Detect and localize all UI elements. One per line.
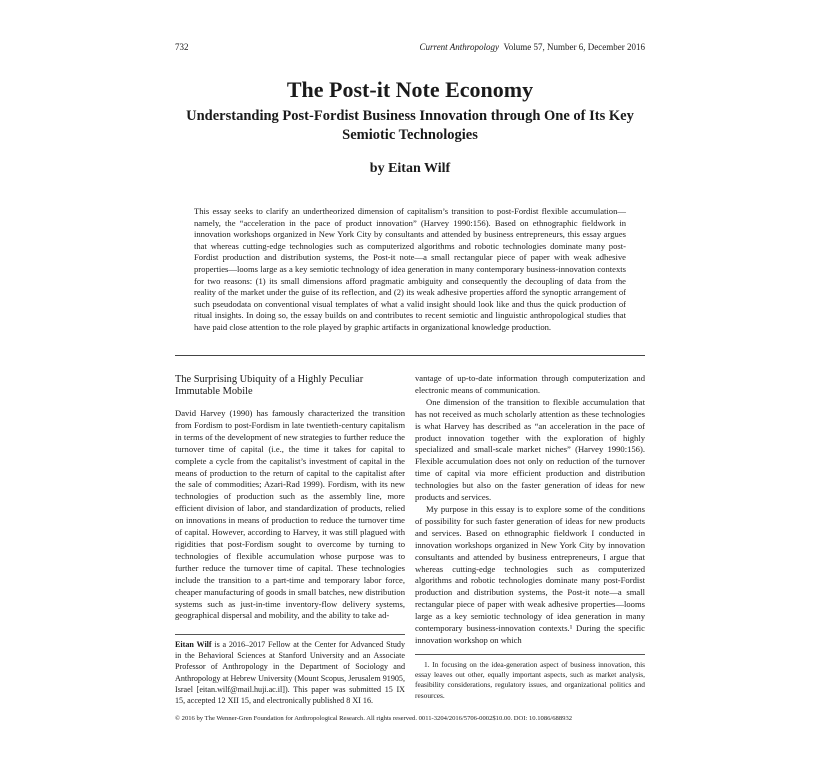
article-subtitle: Understanding Post-Fordist Business Innovation through One of Its Key Semiotic Technologies [186, 108, 634, 143]
abstract: This essay seeks to clarify an undertheorized dimension of capitalism’s transition to post-Fordist flexible accumulation—namely, the “acceleration in the pace of product innovation” (Harvey 1990:156). Based on ethnographic fieldwork in innovation workshops organized in New York City by consultants and attended by business entrepreneurs, this essay argues that whereas cutting-edge technologies such as computerized algorithms and robotic technologies dominate many post-Fordist production and distribution systems, the Post-it note—a small rectangular piece of paper with weak adhesive properties—looms large as a key semiotic technology of idea generation in many contemporary business-innovation contexts for two reasons: (1) its small dimensions afford pragmatic ambiguity and consequently the decoupling of data from the reality of the market under the guise of its reflection, and (2) its weak adhesive properties afford the synoptic arrangement of such pseudodata on conventional visual templates of what a valid insight should look like and thus the quick production of ritual insights. In doing so, the essay builds on and contributes to recent semiotic and linguistic anthropological studies that have paid close attention to the role played by graphic artifacts in organizational knowledge production. [194, 206, 626, 332]
body-paragraph: My purpose in this essay is to explore some of the conditions of possibility for such faster generation of ideas for new products and services. Based on ethnographic fieldwork I conducted in innovation workshops organized in New York City by innovation consultants and attended by business entrepreneurs, I argue that whereas cutting-edge technologies such as computerized algorithms and robotic technologies dominate many post-Fordist production and distribution systems, the Post-it note—a small rectangular piece of paper with weak adhesive properties—looms large as a key semiotic technology of idea generation in many contemporary business-innovation contexts.¹ During the specific innovation workshop on which [415, 503, 645, 645]
footnote [415, 660, 645, 701]
left-column [175, 374, 405, 622]
body-paragraph: David Harvey (1990) has famously characterized the transition from Fordism to post-Fordism in late twentieth-century capitalism in terms of the development of new strategies to further reduce the turnover time of capital (i.e., the time it takes for capital to complete a cycle from the capitalist’s investment of capital in the means of production to the return of capital to the capitalist after the sale of commodities; Azari-Rad 1999). Fordism, with its new technologies of production such as the assembly line, more efficient division of labor, and standardization of products, relied on innovations in means of production to reduce the turnover time of capital. However, according to Harvey, it was still plagued with rigidities that post-Fordism sought to overcome by turning to technologies of flexible accumulation whose purpose was to further reduce the turnover time of capital. These technologies include the transition to a part-time and temporary labor force, cheaper manufacturing of goods in small batches, new distribution systems such as just-in-time inventory-flow delivery systems, geographical dispersal and mobility, and the ability to take ad- [175, 408, 405, 621]
right-column [415, 373, 645, 647]
article-author: by Eitan Wilf [369, 161, 451, 176]
body-paragraph: vantage of up-to-date information through computerization and electronic means of communication. [415, 373, 645, 395]
author-note-text: is a 2016–2017 Fellow at the Center for Advanced Study in the Behavioral Sciences at Stanford University and an Associate Professor of Anthropology in the Department of Sociology and Anthropology at Hebrew University (Mount Scopus, Jerusalem 91905, Israel [eitan.wilf@mail.huji.ac.il]). This paper was submitted 15 IX 15, accepted 12 XII 15, and electronically published 8 XI 16. [175, 640, 405, 706]
page-number: 732 [175, 42, 189, 52]
footnote-text: In focusing on the idea-generation aspect of business innovation, this essay leaves out other, equally important aspects, such as market analysis, feasibility considerations, regulatory issues, and organizational politics and resources. [415, 660, 645, 700]
section-heading: The Surprising Ubiquity of a Highly Peculiar Immutable Mobile [175, 374, 364, 397]
author-note-divider [175, 634, 405, 635]
copyright-line: © 2016 by The Wenner-Gren Foundation for Anthropological Research. All rights reserved. 0011-3204/2016/5706-0002$10.00. DOI: 10.1086/688932 [175, 715, 573, 722]
abstract-divider [175, 355, 645, 356]
journal-issue: Volume 57, Number 6, December 2016 [503, 42, 645, 52]
footnote-number: 1. [424, 660, 430, 669]
article-title: The Post-it Note Economy [286, 77, 534, 102]
journal-citation [420, 41, 645, 53]
author-note [175, 639, 405, 706]
journal-name: Current Anthropology [419, 42, 499, 52]
footnote-divider [415, 654, 645, 655]
running-head [175, 41, 645, 53]
author-note-name: Eitan Wilf [175, 640, 212, 649]
body-paragraph: One dimension of the transition to flexible accumulation that has not received as much scholarly attention as these technologies is what Harvey has described as “an acceleration in the pace of product innovation together with the exploration of highly specialized and small-scale market niches” (Harvey 1990:156). Flexible accumulation does not only on reduction of the turnover time of capital via more efficient production and distribution technologies but also on the faster generation of ideas for new products and services. [415, 396, 645, 503]
